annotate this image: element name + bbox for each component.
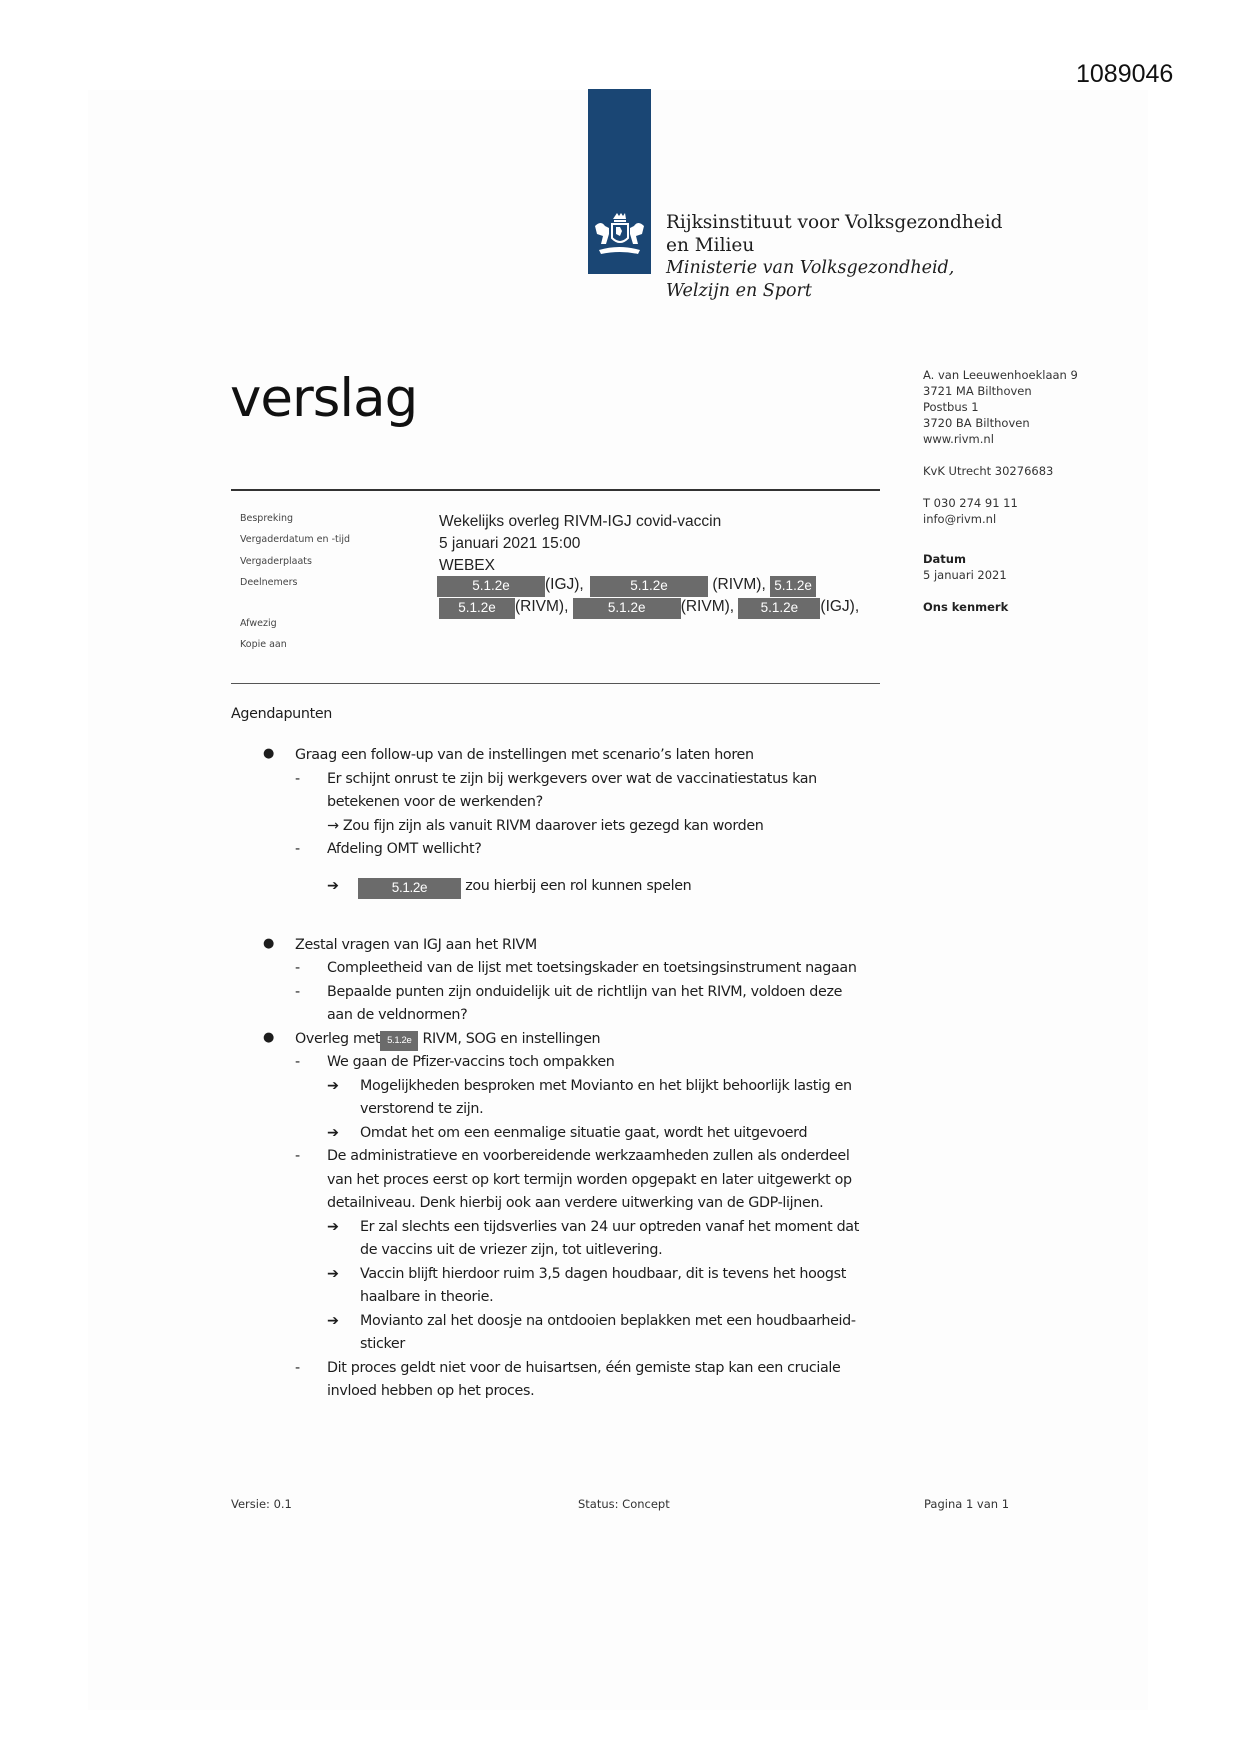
sub-item-text: Afdeling OMT wellicht?	[327, 841, 482, 857]
bullet-icon: ●	[263, 935, 274, 951]
address-line: Postbus 1	[923, 400, 979, 414]
arrow-icon: ➔	[327, 1124, 339, 1141]
datum-label: Datum	[923, 552, 966, 566]
arrow-icon: ➔	[327, 1218, 339, 1235]
ministry-line2: Welzijn en Sport	[666, 281, 812, 301]
arrow-item-text: Mogelijkheden besproken met Movianto en het blijkt behoorlijk lastig en	[360, 1077, 852, 1094]
sub-item	[231, 1054, 911, 1078]
sub-item-continuation: van het proces eerst op kort termijn worden opgepakt en later uitgewerkt op	[327, 1171, 852, 1188]
arrow-item-text: Vaccin blijft hierdoor ruim 3,5 dagen houdbaar, dit is tevens het hoogst	[360, 1265, 846, 1282]
sub-item	[231, 1148, 911, 1172]
participant-org: (IGJ),	[820, 598, 860, 615]
dash-icon: -	[295, 1054, 300, 1070]
label-plaats: Vergaderplaats	[240, 555, 312, 567]
arrow-item-text: Movianto zal het doosje na ontdooien beplakken met een houdbaarheid-	[360, 1312, 856, 1329]
sub-item-text: We gaan de Pfizer-vaccins toch ompakken	[327, 1054, 615, 1070]
arrow-item-text: Er zal slechts een tijdsverlies van 24 uur optreden vanaf het moment dat	[360, 1218, 859, 1235]
sub-item-text: Bepaalde punten zijn onduidelijk uit de richtlijn van het RIVM, voldoen deze	[327, 983, 843, 1000]
bullet-icon: ●	[263, 1029, 274, 1045]
value-bespreking: Wekelijks overleg RIVM-IGJ covid-vaccin	[439, 513, 722, 530]
arrow-icon: ➔	[327, 1265, 339, 1282]
redaction-box: 5.1.2e	[358, 878, 461, 899]
participant-org: (IGJ),	[545, 576, 584, 593]
sidebar-contact	[923, 367, 1143, 615]
sub-item-continuation: detailniveau. Denk hierbij ook aan verdere uitwerking van de GDP-lijnen.	[327, 1195, 824, 1211]
redaction-box: 5.1.2e	[770, 576, 816, 597]
kvk-number: KvK Utrecht 30276683	[923, 464, 1054, 478]
redaction-box: 5.1.2e	[380, 1031, 418, 1051]
label-bespreking: Bespreking	[240, 513, 294, 524]
dash-icon: -	[295, 841, 300, 857]
phone-number: T 030 274 91 11	[923, 496, 1018, 510]
participants	[437, 576, 897, 620]
divider-top	[231, 489, 880, 491]
sub-item-text: De administratieve en voorbereidende werkzaamheden zullen als onderdeel	[327, 1148, 850, 1164]
bullet-icon: ●	[263, 746, 274, 761]
sub-item-text: Er schijnt onrust te zijn bij werkgevers over wat de vaccinatiestatus kan	[327, 770, 817, 787]
address-line: 3721 MA Bilthoven	[923, 384, 1032, 398]
label-deelnemers: Deelnemers	[240, 576, 298, 588]
redaction-box: 5.1.2e	[573, 598, 681, 619]
participants-line-2	[437, 598, 897, 620]
label-datum: Vergaderdatum en -tijd	[240, 534, 351, 546]
arrow-item	[231, 878, 911, 905]
redaction-box: 5.1.2e	[738, 598, 820, 619]
ministry-line1: Ministerie van Volksgezondheid,	[666, 258, 955, 278]
dash-icon: -	[295, 983, 300, 1000]
participant-org: (RIVM),	[515, 598, 569, 615]
sub-item-continuation: invloed hebben op het proces.	[327, 1383, 535, 1399]
arrow-item	[231, 1313, 911, 1337]
agenda-item-text: Graag een follow-up van de instellingen met scenario’s laten horen	[295, 747, 754, 763]
dash-icon: -	[295, 960, 300, 976]
arrow-item-continuation: haalbare in theorie.	[360, 1289, 494, 1305]
document-title: verslag	[230, 368, 418, 429]
arrow-item	[231, 1125, 911, 1149]
value-plaats: WEBEX	[439, 557, 495, 574]
kenmerk-label: Ons kenmerk	[923, 600, 1009, 614]
agenda-item-text: Overleg met	[295, 1030, 381, 1047]
label-kopie: Kopie aan	[240, 639, 287, 651]
sub-item-continuation: aan de veldnormen?	[327, 1007, 468, 1023]
sub-item-text: Dit proces geldt niet voor de huisartsen, één gemiste stap kan een cruciale	[327, 1359, 841, 1376]
sub-item	[231, 841, 911, 865]
participants-line-1	[437, 576, 897, 598]
org-name-line2: en Milieu	[666, 235, 755, 256]
sub-item	[231, 771, 911, 795]
dash-icon: -	[295, 1148, 300, 1164]
address-line: 3720 BA Bilthoven	[923, 416, 1030, 430]
sub-item-continuation: betekenen voor de werkenden?	[327, 794, 543, 810]
meta-labels	[240, 513, 350, 661]
sub-item	[231, 1360, 911, 1384]
agenda-item	[231, 1031, 911, 1055]
org-name-line1: Rijksinstituut voor Volksgezondheid	[666, 212, 1003, 233]
sub-item-text: Compleetheid van de lijst met toetsingskader en toetsingsinstrument nagaan	[327, 960, 857, 976]
arrow-icon: ➔	[327, 1312, 339, 1329]
footer-status: Status: Concept	[578, 1497, 670, 1511]
dash-icon: -	[295, 1359, 300, 1376]
arrow-item	[231, 1266, 911, 1290]
agenda-item	[231, 937, 911, 961]
datum-value: 5 januari 2021	[923, 568, 1007, 582]
address-line: A. van Leeuwenhoeklaan 9	[923, 368, 1078, 382]
arrow-item	[231, 1078, 911, 1102]
arrow-item-continuation: sticker	[360, 1336, 405, 1352]
sub-item	[231, 984, 911, 1008]
agenda-item-text: Zestal vragen van IGJ aan het RIVM	[295, 936, 537, 953]
email-link[interactable]: info@rivm.nl	[923, 512, 997, 526]
footer-page: Pagina 1 van 1	[924, 1497, 1010, 1511]
footer-version: Versie: 0.1	[231, 1497, 292, 1511]
agenda-item-text: RIVM, SOG en instellingen	[422, 1030, 601, 1047]
meta-values	[439, 511, 721, 577]
redaction-box: 5.1.2e	[439, 598, 515, 619]
sub-item-arrow-line: → Zou fijn zijn als vanuit RIVM daarover iets gezegd kan worden	[327, 817, 764, 834]
participant-org: (RIVM),	[712, 576, 766, 593]
document-id: 1089046	[1076, 60, 1174, 88]
redaction-box: 5.1.2e	[437, 576, 545, 597]
dash-icon: -	[295, 770, 300, 787]
coat-of-arms-icon	[591, 212, 648, 262]
arrow-item	[231, 1219, 911, 1243]
redaction-box: 5.1.2e	[590, 576, 708, 597]
agenda-heading: Agendapunten	[231, 706, 333, 722]
arrow-icon: ➔	[327, 877, 339, 894]
label-afwezig: Afwezig	[240, 618, 277, 630]
sub-item	[231, 960, 911, 984]
agenda-item	[231, 747, 911, 771]
arrow-item-text: zou hierbij een rol kunnen spelen	[465, 877, 692, 894]
agenda-body	[231, 706, 911, 1407]
arrow-item-continuation: de vaccins uit de vriezer zijn, tot uitlevering.	[360, 1242, 663, 1258]
divider-bottom	[231, 683, 880, 684]
participant-org: (RIVM),	[680, 598, 735, 615]
arrow-item-text: Omdat het om een eenmalige situatie gaat, wordt het uitgevoerd	[360, 1124, 808, 1141]
arrow-icon: ➔	[327, 1077, 339, 1094]
arrow-item-continuation: verstorend te zijn.	[360, 1101, 484, 1117]
website-link[interactable]: www.rivm.nl	[923, 432, 994, 446]
value-datum: 5 januari 2021 15:00	[439, 535, 581, 552]
logo-text	[666, 211, 1002, 303]
